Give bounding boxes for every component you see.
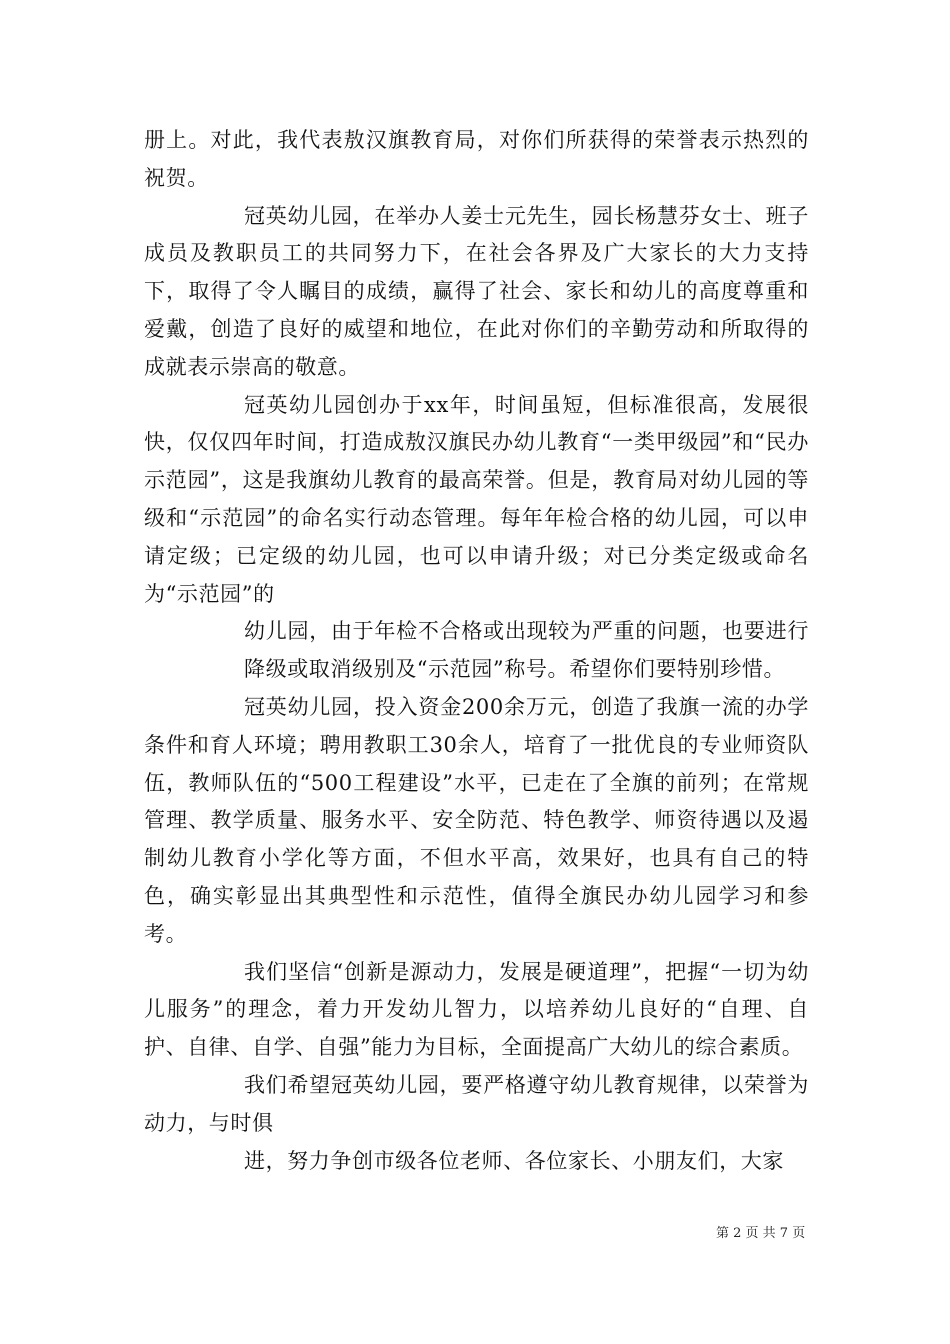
paragraph-3: 冠英幼儿园创办于xx年，时间虽短，但标准很高，发展很快，仅仅四年时间，打造成敖汉旗民办幼儿教育“一类甲级园”和“民办示范园”，这是我旗幼儿教育的最高荣誉。但是，教育局对幼儿园的等级和“示范园”的命名实行动态管理。每年年检合格的幼儿园，可以申请定级；已定级的幼儿园，也可以申请升级；对已分类定级或命名为“示范园”的: [144, 392, 809, 606]
paragraph-4: 幼儿园，由于年检不合格或出现较为严重的问题，也要进行降级或取消级别及“示范园”称号。希望你们要特别珍惜。: [244, 619, 809, 682]
paragraph-6: 我们坚信“创新是源动力，发展是硬道理”，把握“一切为幼儿服务”的理念，着力开发幼儿智力，以培养幼儿良好的“自理、自护、自律、自学、自强”能力为目标，全面提高广大幼儿的综合素质。: [144, 959, 809, 1060]
paragraph-5: 冠英幼儿园，投入资金200余万元，创造了我旗一流的办学条件和育人环境；聘用教职工30余人，培育了一批优良的专业师资队伍，教师队伍的“500工程建设”水平，已走在了全旗的前列；在常规管理、教学质量、服务水平、安全防范、特色教学、师资待遇以及遏制幼儿教育小学化等方面，不但水平高，效果好，也具有自己的特色，确实彰显出其典型性和示范性，值得全旗民办幼儿园学习和参考。: [144, 694, 809, 946]
paragraph-8: 进，努力争创市级各位老师、各位家长、小朋友们，大家: [244, 1148, 784, 1173]
paragraph-1: 册上。对此，我代表敖汉旗教育局，对你们所获得的荣誉表示热烈的祝贺。: [144, 128, 809, 190]
paragraph-7: 我们希望冠英幼儿园，要严格遵守幼儿教育规律，以荣誉为动力，与时俱: [144, 1072, 809, 1135]
paragraph-2: 冠英幼儿园，在举办人姜士元先生，园长杨慧芬女士、班子成员及教职员工的共同努力下，在社会各界及广大家长的大力支持下，取得了令人瞩目的成绩，赢得了社会、家长和幼儿的高度尊重和爱戴，创造了良好的威望和地位，在此对你们的辛勤劳动和所取得的成就表示崇高的敬意。: [144, 203, 809, 379]
document-body: [144, 122, 809, 1180]
page-number: 第 2 页 共 7 页: [716, 1226, 806, 1241]
